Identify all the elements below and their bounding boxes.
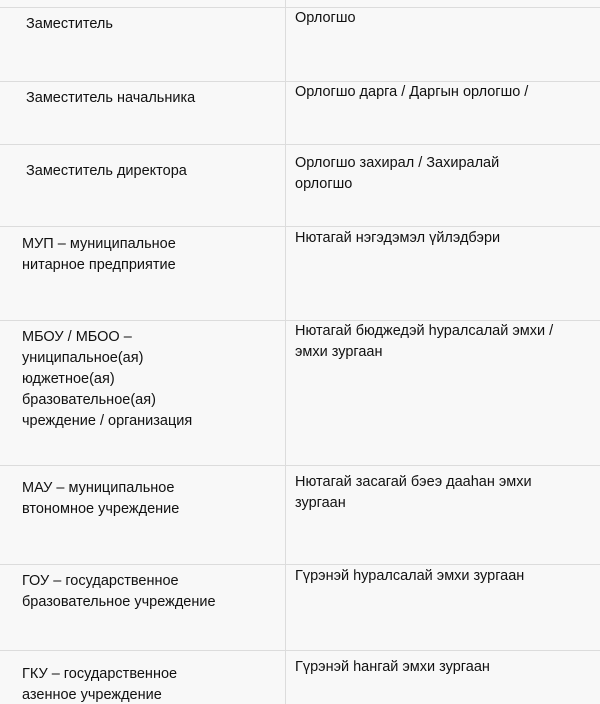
table-row-7-russian [22,664,177,704]
buryat-term: Орлогшо [295,10,356,26]
russian-term-line-1: МБОУ / МБОО – [22,329,132,345]
row-divider [0,226,600,227]
russian-term-line-1: МАУ – муниципальное [22,480,175,496]
russian-term-line-2: бразовательное учреждение [22,594,216,610]
buryat-term-line-2: зургаан [295,495,346,511]
russian-term: Заместитель директора [26,163,187,179]
table-row-1-russian [26,88,195,109]
table-row-0-russian [26,14,113,35]
russian-term: Заместитель [26,16,113,32]
row-divider [0,144,600,145]
buryat-term-line-1: Нютагай засагай бэеэ дааһан эмхи [295,474,532,490]
table-row-1-buryat [295,82,528,103]
russian-term-line-1: ГОУ – государственное [22,573,179,589]
russian-term-line-2: азенное учреждение [22,687,162,703]
buryat-term: Орлогшо дарга / Даргын орлогшо / [295,84,529,100]
table-row-0-buryat [295,8,356,29]
table-row-2-buryat [295,153,499,195]
row-divider [0,650,600,651]
buryat-term: Нютагай нэгэдэмэл үйлэдбэри [295,230,501,246]
table-row-6-buryat [295,566,524,587]
table-row-3-buryat [295,228,500,249]
buryat-term-line-2: эмхи зургаан [295,344,383,360]
table-row-5-russian [22,478,179,520]
russian-term-line-4: бразовательное(ая) [22,392,156,408]
table-row-5-buryat [295,472,532,514]
column-divider [285,0,286,704]
russian-term: Заместитель начальника [26,90,196,106]
table-row-3-russian [22,234,176,276]
table-row-7-buryat [295,657,490,678]
table-row-6-russian [22,571,216,613]
russian-term-line-3: юджетное(ая) [22,371,115,387]
russian-term-line-5: чреждение / организация [22,413,193,429]
russian-term-line-2: униципальное(ая) [22,350,144,366]
table-row-4-buryat [295,321,553,363]
russian-term-line-1: ГКУ – государственное [22,666,178,682]
russian-term-line-2: втономное учреждение [22,501,180,517]
buryat-term: Гүрэнэй һуралсалай эмхи зургаан [295,568,525,584]
row-divider [0,465,600,466]
buryat-term-line-1: Орлогшо захирал / Захиралай [295,155,500,171]
row-divider [0,564,600,565]
table-row-2-russian [26,161,187,182]
buryat-term-line-1: Нютагай бюджедэй һуралсалай эмхи / [295,323,554,339]
buryat-term: Гүрэнэй һангай эмхи зургаан [295,659,490,675]
russian-term-line-1: МУП – муниципальное [22,236,176,252]
table-row-4-russian [22,327,192,432]
buryat-term-line-2: орлогшо [295,176,353,192]
russian-term-line-2: нитарное предприятие [22,257,176,273]
